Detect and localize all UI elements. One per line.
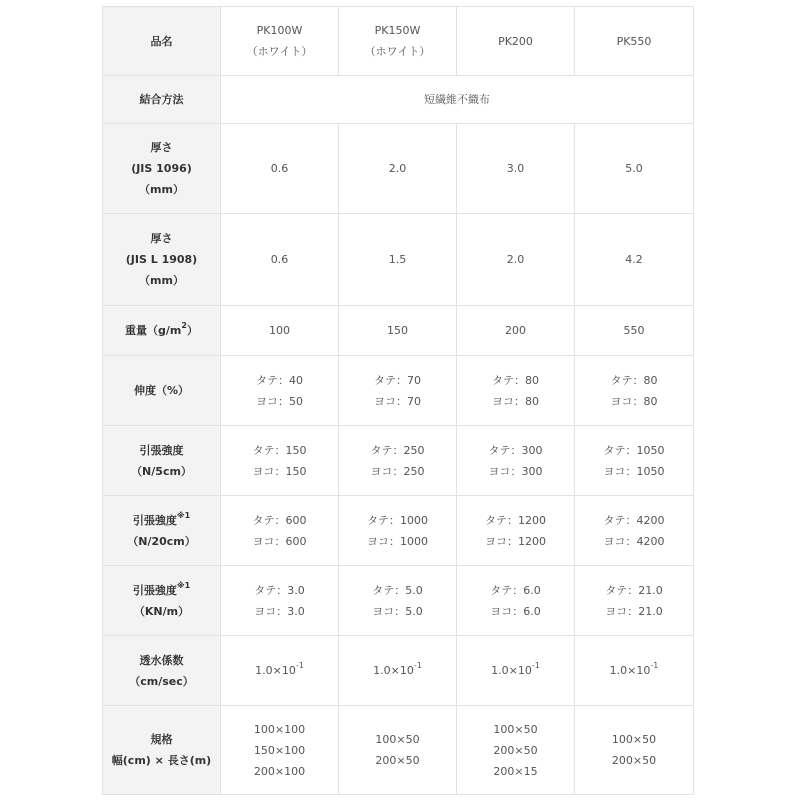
product-sub: （ホワイト） — [364, 45, 431, 58]
value-cell: 2.0 — [339, 124, 457, 214]
label-size — [103, 706, 221, 795]
tate-value: タテ：1000 — [367, 513, 428, 527]
value-cell — [221, 496, 339, 566]
tate-value: タテ：40 — [256, 373, 303, 387]
yoko-value: ヨコ：70 — [374, 394, 421, 408]
row-product-name — [103, 7, 694, 76]
product-name: PK100W — [256, 24, 303, 37]
value-cell — [221, 706, 339, 795]
tate-value: タテ：250 — [370, 443, 425, 457]
value-cell — [339, 566, 457, 636]
tate-value: タテ：70 — [374, 373, 421, 387]
value-cell — [221, 566, 339, 636]
weight-label-text: 重量（g/m — [125, 324, 182, 337]
yoko-value: ヨコ：6.0 — [490, 604, 541, 618]
yoko-value: ヨコ：1050 — [603, 464, 665, 478]
value-cell: 200 — [457, 306, 575, 356]
value-cell: 0.6 — [221, 124, 339, 214]
permeability-exp: -1 — [531, 661, 540, 671]
tate-value: タテ：3.0 — [254, 583, 305, 597]
size-value: 200×50 — [375, 754, 420, 767]
label-line: 規格 — [150, 733, 173, 746]
value-cell — [457, 356, 575, 426]
value-cell — [221, 426, 339, 496]
size-value: 100×50 — [611, 733, 657, 746]
label-line: （N/5cm） — [131, 464, 192, 478]
label-line: （cm/sec） — [129, 674, 194, 688]
size-value: 200×50 — [493, 743, 538, 757]
product-cell — [221, 7, 339, 76]
tate-value: タテ：150 — [252, 443, 307, 457]
row-elongation — [103, 356, 694, 426]
label-text: 引張強度 — [132, 583, 177, 597]
value-cell — [339, 706, 457, 795]
label-line: (JIS 1096) — [131, 162, 192, 175]
label-elongation: 伸度（%） — [103, 356, 221, 426]
row-tensile-20cm — [103, 496, 694, 566]
tate-value: タテ：21.0 — [605, 583, 663, 597]
permeability-exp: -1 — [650, 661, 659, 671]
row-thickness-jis1096 — [103, 124, 694, 214]
yoko-value: ヨコ：3.0 — [254, 604, 305, 618]
label-tensile-kn — [103, 566, 221, 636]
yoko-value: ヨコ：80 — [610, 394, 658, 408]
permeability-exp: -1 — [413, 661, 422, 671]
product-cell — [575, 7, 694, 76]
product-cell — [457, 7, 575, 76]
footnote-mark: ※1 — [176, 580, 191, 590]
label-permeability — [103, 636, 221, 706]
yoko-value: ヨコ：4200 — [603, 534, 665, 548]
label-line: （mm） — [139, 183, 184, 196]
tate-value: タテ：600 — [252, 513, 307, 527]
value-cell — [457, 636, 575, 706]
value-cell: 2.0 — [457, 214, 575, 306]
label-line: （KN/m） — [133, 604, 190, 618]
weight-label-sup: 2 — [181, 321, 187, 331]
weight-label-end: ） — [186, 324, 198, 337]
row-thickness-jisl1908 — [103, 214, 694, 306]
value-cell — [457, 426, 575, 496]
label-thickness-jisl1908 — [103, 214, 221, 306]
row-tensile-kn — [103, 566, 694, 636]
label-tensile-5cm — [103, 426, 221, 496]
size-value: 200×15 — [493, 764, 538, 778]
value-cell — [457, 706, 575, 795]
product-name: PK550 — [616, 34, 652, 48]
yoko-value: ヨコ：300 — [488, 464, 543, 478]
value-cell — [457, 496, 575, 566]
product-cell — [339, 7, 457, 76]
size-value: 200×50 — [611, 754, 657, 767]
row-bonding-method — [103, 76, 694, 124]
label-line — [107, 580, 216, 601]
yoko-value: ヨコ：1200 — [485, 534, 546, 548]
product-name: PK200 — [498, 34, 533, 48]
value-cell: 0.6 — [221, 214, 339, 306]
product-name: PK150W — [374, 24, 421, 37]
value-cell — [457, 566, 575, 636]
label-bonding-method: 結合方法 — [103, 76, 221, 124]
tate-value: タテ：1200 — [485, 513, 546, 527]
yoko-value: ヨコ：50 — [256, 394, 303, 408]
value-cell — [575, 496, 694, 566]
bonding-value: 短繊維不織布 — [221, 76, 694, 124]
product-sub: （ホワイト） — [246, 45, 313, 58]
tate-value: タテ：80 — [492, 373, 539, 387]
label-text: 引張強度 — [132, 513, 177, 527]
size-value: 150×100 — [253, 743, 306, 757]
label-thickness-jis1096 — [103, 124, 221, 214]
row-weight — [103, 306, 694, 356]
value-cell: 4.2 — [575, 214, 694, 306]
value-cell — [575, 566, 694, 636]
size-value: 100×100 — [253, 722, 306, 736]
value-cell — [575, 706, 694, 795]
value-cell: 550 — [575, 306, 694, 356]
size-value: 100×50 — [375, 733, 420, 746]
value-cell — [339, 496, 457, 566]
size-value: 100×50 — [493, 722, 538, 736]
value-cell — [339, 426, 457, 496]
label-line: 透水係数 — [139, 653, 184, 667]
tate-value: タテ：6.0 — [490, 583, 541, 597]
spec-table — [102, 6, 694, 795]
tate-value: タテ：300 — [488, 443, 543, 457]
value-cell: 100 — [221, 306, 339, 356]
label-line: （N/20cm） — [127, 534, 196, 548]
yoko-value: ヨコ：600 — [252, 534, 307, 548]
yoko-value: ヨコ：80 — [492, 394, 539, 408]
value-cell — [339, 356, 457, 426]
label-line: 引張強度 — [139, 443, 184, 457]
permeability-base: 1.0×10 — [609, 664, 651, 677]
permeability-base: 1.0×10 — [373, 664, 414, 677]
value-cell — [221, 356, 339, 426]
row-tensile-5cm — [103, 426, 694, 496]
label-line: (JIS L 1908) — [125, 253, 198, 266]
row-permeability — [103, 636, 694, 706]
value-cell: 3.0 — [457, 124, 575, 214]
label-tensile-20cm — [103, 496, 221, 566]
value-cell: 5.0 — [575, 124, 694, 214]
permeability-exp: -1 — [295, 661, 304, 671]
label-product-name: 品名 — [103, 7, 221, 76]
label-weight — [103, 306, 221, 356]
size-value: 200×100 — [253, 764, 306, 778]
yoko-value: ヨコ：1000 — [367, 534, 428, 548]
yoko-value: ヨコ：250 — [370, 464, 425, 478]
value-cell — [339, 636, 457, 706]
label-line — [107, 510, 216, 531]
value-cell — [575, 636, 694, 706]
value-cell — [221, 636, 339, 706]
value-cell: 150 — [339, 306, 457, 356]
yoko-value: ヨコ：21.0 — [605, 604, 663, 618]
tate-value: タテ：5.0 — [372, 583, 423, 597]
tate-value: タテ：4200 — [603, 513, 665, 527]
yoko-value: ヨコ：5.0 — [372, 604, 423, 618]
permeability-base: 1.0×10 — [255, 664, 296, 677]
value-cell — [575, 426, 694, 496]
value-cell: 1.5 — [339, 214, 457, 306]
value-cell — [575, 356, 694, 426]
label-line: （mm） — [139, 274, 184, 287]
label-line: 幅(cm) × 長さ(m) — [111, 754, 212, 767]
permeability-base: 1.0×10 — [491, 664, 532, 677]
yoko-value: ヨコ：150 — [252, 464, 307, 478]
row-size — [103, 706, 694, 795]
label-line: 厚さ — [150, 232, 173, 245]
tate-value: タテ：80 — [610, 373, 658, 387]
tate-value: タテ：1050 — [603, 443, 665, 457]
label-line: 厚さ — [150, 141, 173, 154]
footnote-mark: ※1 — [176, 510, 191, 520]
